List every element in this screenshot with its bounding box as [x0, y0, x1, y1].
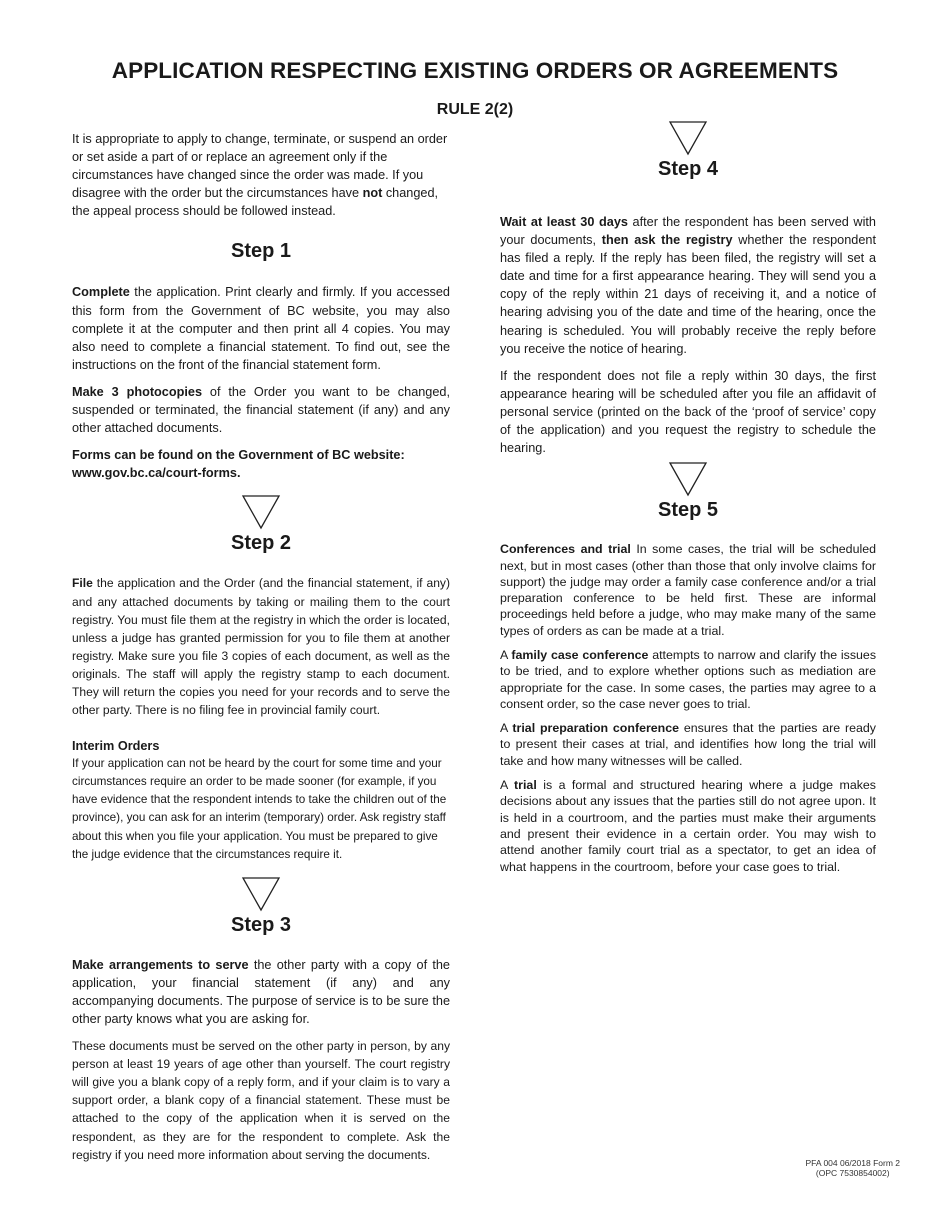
step-1-complete-paragraph: Complete the application. Print clearly and firmly. If you accessed this form from the Government of BC website, you may also complete it at the computer and then print all 4 copies. You may also need to complete a financial statement. To find out, see the instructions on the front of the financial statement form. [72, 285, 450, 372]
rule-reference: RULE 2(2) [436, 101, 514, 118]
step-2-heading: Step 2 [230, 532, 292, 555]
step-5-conferences-paragraph: Conferences and trial In some cases, the trial will be scheduled next, but in most cases (other than those that only involve claims for support) the judge may order a family case conference and/or a trial preparation conference to be held first. These are informal proceedings held before a judge, who may make many of the same types of orders as can be made at a trial. [500, 542, 876, 638]
right-column [500, 120, 876, 875]
step-1-heading: Step 1 [230, 240, 292, 263]
step-3-serve-paragraph: Make arrangements to serve the other party with a copy of the application, your financial statement (if any) and any accompanying documents. The purpose of service is to be sure the other party knows what you are asking for. [72, 957, 450, 1026]
step-5-family-case-conference-paragraph: A family case conference attempts to narrow and clarify the issues to be tried, and to explore whether options such as mediation are appropriate for the case. In some cases, the parties may agree to a consent order, so the case never goes to trial. [500, 648, 877, 711]
step-5-trial-preparation-paragraph: A trial preparation conference ensures that the parties are ready to present their cases at trial, and identifies how long the trial will take and how many witnesses will be called. [500, 721, 876, 768]
page-title: APPLICATION RESPECTING EXISTING ORDERS OR AGREEMENTS [111, 58, 839, 83]
form-code: PFA 004 06/2018 Form 2 [805, 1158, 900, 1168]
down-triangle-icon [668, 120, 708, 156]
step-5-heading: Step 5 [657, 499, 719, 522]
step-3-heading: Step 3 [230, 913, 292, 936]
interim-orders-heading: Interim Orders [72, 739, 160, 754]
down-triangle-icon [241, 494, 281, 530]
step-3-service-details-paragraph: These documents must be served on the other party in person, by any person at least 19 years of age other than yourself. The court registry will give you a blank copy of a reply form, and if your claim is to vary a support order, a blank copy of a financial statement. These must be attached to the copy of the application when it is served on the respondent, as they are for the respondent to complete. Ask the registry if you need more information about serving the documents. [72, 1039, 450, 1162]
step-5-trial-paragraph: A trial is a formal and structured hearing where a judge makes decisions about any issues that the parties still do not agree upon. It is held in a courtroom, and the parties must make their arguments and present their evidence in a certain order. You may wish to attend another family court trial as a spectator, to get an idea of what happens in the courtroom, before your case goes to trial. [500, 778, 876, 874]
step-4-heading: Step 4 [657, 158, 719, 180]
form-footer [805, 1158, 900, 1178]
step-2-file-paragraph: File the application and the Order (and the financial statement, if any) and any attached documents by taking or mailing them to the court registry. You must file them at the registry in which the order is located, unless a judge has granted permission for you to file them at another registry. Make sure you file 3 copies of each document, as well as the originals. The staff will apply the registry stamp to each document. They will return the copies you need for your records and to serve the other party. There is no filing fee in provincial family court. [72, 576, 450, 718]
opc-code: (OPC 7530854002) [815, 1168, 890, 1178]
down-triangle-icon [241, 876, 281, 912]
step-1-photocopies-paragraph: Make 3 photocopies of the Order you want to be changed, suspended or terminated, the financial statement (if any) and any other attached documents. [72, 384, 450, 436]
court-forms-link[interactable]: www.gov.bc.ca/court-forms. [72, 466, 241, 481]
intro-paragraph: It is appropriate to apply to change, terminate, or suspend an order or set aside a part of or replace an agreement only if the circumstances have changed since the order was made. If you disagree with the order but the circumstances have not changed, the appeal process should be followed instead. [72, 132, 448, 219]
down-triangle-icon [668, 461, 708, 497]
interim-orders-paragraph: If your application can not be heard by the court for some time and your circumstances require an order to be made sooner (for example, if you have evidence that the respondent intends to take the children out of the province), you can ask for an interim (temporary) order. Ask registry staff about this when you file your application. You must be prepared to give the judge evidence that the circumstances require it. [72, 757, 447, 861]
step-4-no-reply-paragraph: If the respondent does not file a reply within 30 days, the first appearance hearing will be scheduled after you file an affidavit of personal service (printed on the back of the ‘proof of service’ copy of the application) and you request the registry to schedule the hearing. [500, 368, 876, 456]
left-column [72, 130, 450, 1164]
step-1-forms-note: Forms can be found on the Government of BC website: www.gov.bc.ca/court-forms. [72, 448, 405, 481]
step-4-wait-paragraph: Wait at least 30 days after the respondent has been served with your documents, then ask the registry whether the respondent has filed a reply. If the reply has been filed, the registry will set a date and time for a first appearance hearing. They will send you a copy of the reply within 21 days of receiving it, and a notice of hearing advising you of the date and time of the hearing, once the hearing is scheduled. You will probably receive the reply before you receive the notice of hearing. [500, 215, 876, 356]
